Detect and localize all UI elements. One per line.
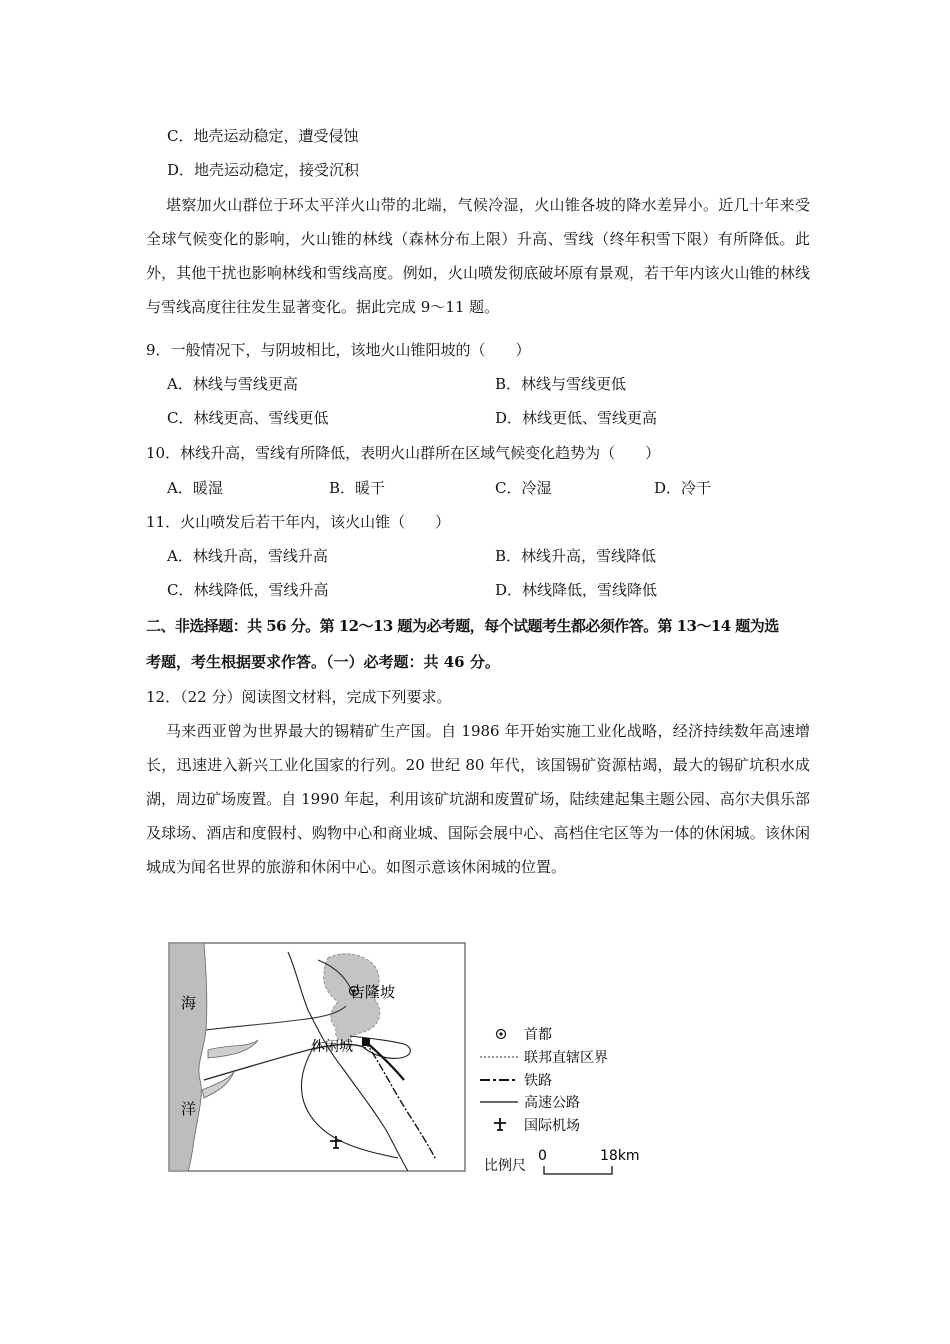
scale-zero: 0 — [538, 1148, 547, 1164]
section2-heading-line2: 考题，考生根据要求作答。（一）必考题：共 46 分。 — [146, 653, 500, 671]
q10-option-b: B．暖干 — [329, 479, 386, 497]
q11-option-a: A．林线升高，雪线升高 — [167, 547, 328, 565]
passage-kamchatka-text: 堪察加火山群位于环太平洋火山带的北端，气候冷湿，火山锥各坡的降水差异小。近几十年来受全球气候变化的影响，火山锥的林线（森林分布上限）升高、雪线（终年积雪下限）有所降低。此外，其他干扰也影响林线和雪线高度。例如，火山喷发彻底破坏原有景观，若干年内该火山锥的林线与雪线高度往往发生显著变化。据此完成 9～11 题。 — [146, 196, 810, 316]
q11-stem: 11．火山喷发后若干年内，该火山锥（ ） — [146, 513, 451, 531]
q10-option-a: A．暖湿 — [167, 479, 223, 497]
leisure-city-label: 休闲城 — [311, 1039, 353, 1055]
q9-stem: 9．一般情况下，与阴坡相比，该地火山锥阳坡的（ ） — [146, 341, 531, 359]
legend-capital: 首都 — [524, 1027, 552, 1043]
q10-option-d: D．冷干 — [654, 479, 712, 497]
q9-option-d: D．林线更低、雪线更高 — [495, 409, 658, 427]
sea-label-2: 洋 — [181, 1100, 197, 1118]
scale-max: 18km — [600, 1148, 640, 1164]
q10-stem: 10．林线升高，雪线有所降低，表明火山群所在区域气候变化趋势为（ ） — [146, 444, 661, 462]
q8-option-c: C．地壳运动稳定，遭受侵蚀 — [167, 127, 359, 145]
legend-federal-boundary: 联邦直辖区界 — [524, 1050, 608, 1066]
q9-option-b: B．林线与雪线更低 — [495, 375, 627, 393]
legend-railway: 铁路 — [524, 1073, 552, 1089]
passage-malaysia-text: 马来西亚曾为世界最大的锡精矿生产国。自 1986 年开始实施工业化战略，经济持续数年高速增长，迅速进入新兴工业化国家的行列。20 世纪 80 年代，该国锡矿资源枯竭，最大的锡矿坑积水成湖，周边矿场废置。自 1990 年起，利用该矿坑湖和废置矿场，陆续建起集主题公园、高尔夫俱乐部及球场、酒店和度假村、购物中心和商业城、国际会展中心、高档住宅区等为一体的休闲城。该休闲城成为闻名世界的旅游和休闲中心。如图示意该休闲城的位置。 — [146, 722, 810, 876]
q10-option-c: C．冷湿 — [495, 479, 552, 497]
q9-option-c: C．林线更高、雪线更低 — [167, 409, 329, 427]
q8-option-d: D．地壳运动稳定，接受沉积 — [167, 161, 360, 179]
legend-airport: 国际机场 — [524, 1118, 580, 1134]
section2-heading-line1: 二、非选择题：共 56 分。第 12～13 题为必考题，每个试题考生都必须作答。第 13～14 题为选 — [146, 617, 779, 635]
leisure-city-location-map — [168, 940, 648, 1180]
q11-option-b: B．林线升高，雪线降低 — [495, 547, 657, 565]
legend-airport-icon — [494, 1118, 506, 1130]
q9-option-a: A．林线与雪线更高 — [167, 375, 298, 393]
capital-label: 吉隆坡 — [350, 983, 396, 1001]
scale-bar — [544, 1166, 612, 1174]
sea-label-1: 海 — [181, 994, 197, 1012]
passage-malaysia — [146, 714, 810, 884]
leisure-city-marker — [362, 1038, 370, 1046]
passage-kamchatka — [146, 188, 810, 324]
legend-highway: 高速公路 — [524, 1095, 580, 1111]
q11-option-d: D．林线降低，雪线降低 — [495, 581, 658, 599]
scale-label: 比例尺 — [484, 1158, 526, 1174]
q11-option-c: C．林线降低，雪线升高 — [167, 581, 329, 599]
q12-stem: 12．（22 分）阅读图文材料，完成下列要求。 — [146, 688, 452, 706]
